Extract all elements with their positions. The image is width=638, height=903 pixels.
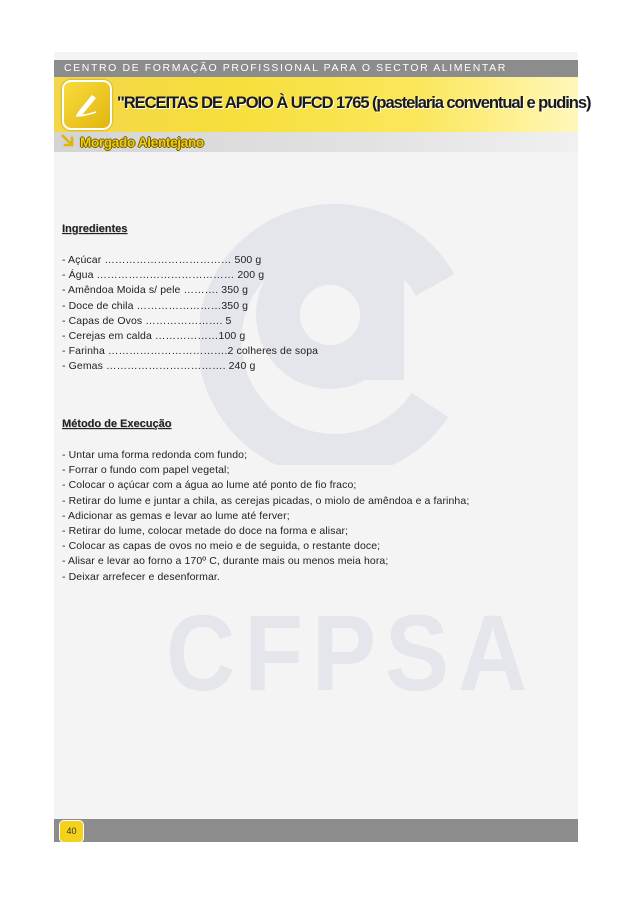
method-step: - Alisar e levar ao forno a 170º C, durante mais ou menos meia hora;: [62, 555, 389, 568]
method-step: - Forrar o fundo com papel vegetal;: [62, 464, 230, 477]
arrow-down-right-icon: [61, 134, 75, 148]
method-step: - Deixar arrefecer e desenformar.: [62, 570, 220, 583]
ingredient-item: - Doce de chila ……………………350 g: [62, 299, 249, 312]
center-name-bar: CENTRO DE FORMAÇÃO PROFISSIONAL PARA O SECTOR ALIMENTAR: [54, 60, 578, 77]
ingredient-item: - Gemas ……………………………. 240 g: [62, 360, 256, 373]
ingredients-heading: Ingredientes: [62, 223, 128, 235]
watermark-text: CFPSA: [166, 593, 537, 714]
method-steps: [62, 448, 469, 585]
page-title: "RECEITAS DE APOIO À UFCD 1765 (pastelaria conventual e pudins): [117, 93, 591, 112]
logo-box: [62, 80, 112, 130]
method-step: - Adicionar as gemas e levar ao lume até ferver;: [62, 509, 290, 522]
ingredients-list: [62, 253, 318, 375]
ingredient-item: - Capas de Ovos …………………. 5: [62, 314, 232, 327]
recipe-title: Morgado Alentejano: [80, 135, 204, 150]
pencil-icon: [72, 90, 100, 118]
method-step: - Retirar do lume e juntar a chila, as cerejas picadas, o miolo de amêndoa e a farinha;: [62, 494, 470, 507]
method-step: - Colocar o açúcar com a água ao lume até ponto de fio fraco;: [62, 479, 357, 492]
footer-bar: [54, 819, 578, 842]
method-step: - Untar uma forma redonda com fundo;: [62, 449, 248, 461]
ingredient-item: - Açúcar ……………………………… 500 g: [62, 254, 262, 266]
method-heading: Método de Execução: [62, 418, 172, 430]
ingredient-item: - Farinha …………………………….2 colheres de sopa: [62, 345, 319, 358]
ingredient-item: - Amêndoa Moida s/ pele ………. 350 g: [62, 284, 249, 297]
page-number: 40: [59, 820, 84, 843]
ingredient-item: - Cerejas em calda ………………100 g: [62, 330, 246, 343]
ingredient-item: - Água ………………………………… 200 g: [62, 269, 265, 282]
method-step: - Retirar do lume, colocar metade do doce na forma e alisar;: [62, 525, 349, 538]
method-step: - Colocar as capas de ovos no meio e de seguida, o restante doce;: [62, 540, 381, 553]
